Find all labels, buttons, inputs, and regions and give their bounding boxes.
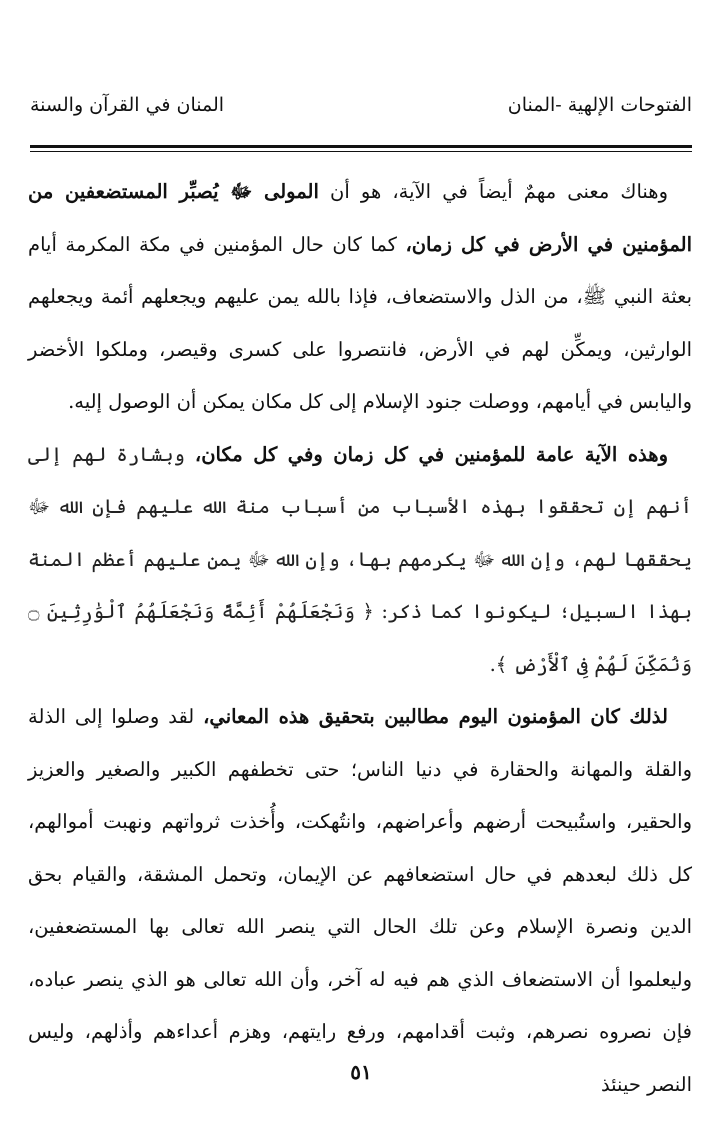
running-header	[30, 88, 692, 128]
paragraph-1	[28, 166, 692, 429]
p3-seg-1-bold: لذلك كان المؤمنون اليوم مطالبين بتحقيق هذه المعاني،	[203, 705, 668, 728]
p2-seg-2: وبشارة لهم إلى أنهم إن تحققوا بهذه الأسباب من أسباب منة الله عليهم فإن الله ﷻ يحققها لهم، وإن الله ﷻ يكرمهم بها، وإن الله ﷻ يمن عليهم أعظم المنة بهذا السبيل؛ ليكونوا كما ذكر: ﴿ وَنَجْعَلَهُمْ أَئِمَّةً وَنَجْعَلَهُمُ ٱلْوَٰرِثِينَ ۝ وَنُمَكِّنَ لَهُمْ فِى ٱلْأَرْضِ ﴾.	[28, 442, 692, 676]
p1-seg-2-bold: المولى ﷻ يُصبِّر المستضعفين من المؤمنين في الأرض في كل زمان،	[28, 180, 692, 256]
header-chapter-title: المنان في القرآن والسنة	[30, 94, 225, 116]
paragraph-2	[28, 429, 692, 692]
header-book-title: الفتوحات الإلهية -المنان	[507, 94, 692, 116]
body-text	[28, 166, 692, 1111]
paragraph-3	[28, 691, 692, 1111]
p2-seg-1-bold: وهذه الآية عامة للمؤمنين في كل زمان وفي كل مكان،	[194, 442, 668, 466]
header-rule-thick	[30, 145, 692, 148]
p1-seg-1: وهناك معنى مهمٌ أيضاً في الآية، هو أن	[318, 180, 668, 203]
page-number: ٥١	[350, 1060, 372, 1084]
p1-seg-3: كما كان حال المؤمنين في مكة المكرمة أيام بعثة النبي ﷺ، من الذل والاستضعاف، فإذا بالله يمن عليهم ويجعلهم أئمة ويجعلهم الوارثين، ويمكِّن لهم في الأرض، فانتصروا على كسرى وقيصر، وملكوا الأخضر واليابس في أيامهم، ووصلت جنود الإسلام إلى كل مكان يمكن أن الوصول إليه.	[28, 232, 692, 413]
p3-seg-2: لقد وصلوا إلى الذلة والقلة والمهانة والحقارة في دنيا الناس؛ حتى تخطفهم الكبير والصغير والعزيز والحقير، واستُبيحت أرضهم وأعراضهم، وانتُهكت، وأُخذت ثرواتهم ونهبت أموالهم، كل ذلك لبعدهم في حال استضعافهم عن الإيمان، وتحمل المشقة، والقيام بحق الدين ونصرة الإسلام وعن تلك الحال التي ينصر الله تعالى بها المستضعفين، وليعلموا أن الاستضعاف الذي هم فيه له آخر، وأن الله تعالى هو الذي ينصر عباده، فإن نصروه نصرهم، وثبت أقدامهم، ورفع رايتهم، وهزم أعداءهم وأذلهم، وليس النصر حينئذ	[28, 705, 692, 1096]
header-rule-thin	[30, 151, 692, 152]
